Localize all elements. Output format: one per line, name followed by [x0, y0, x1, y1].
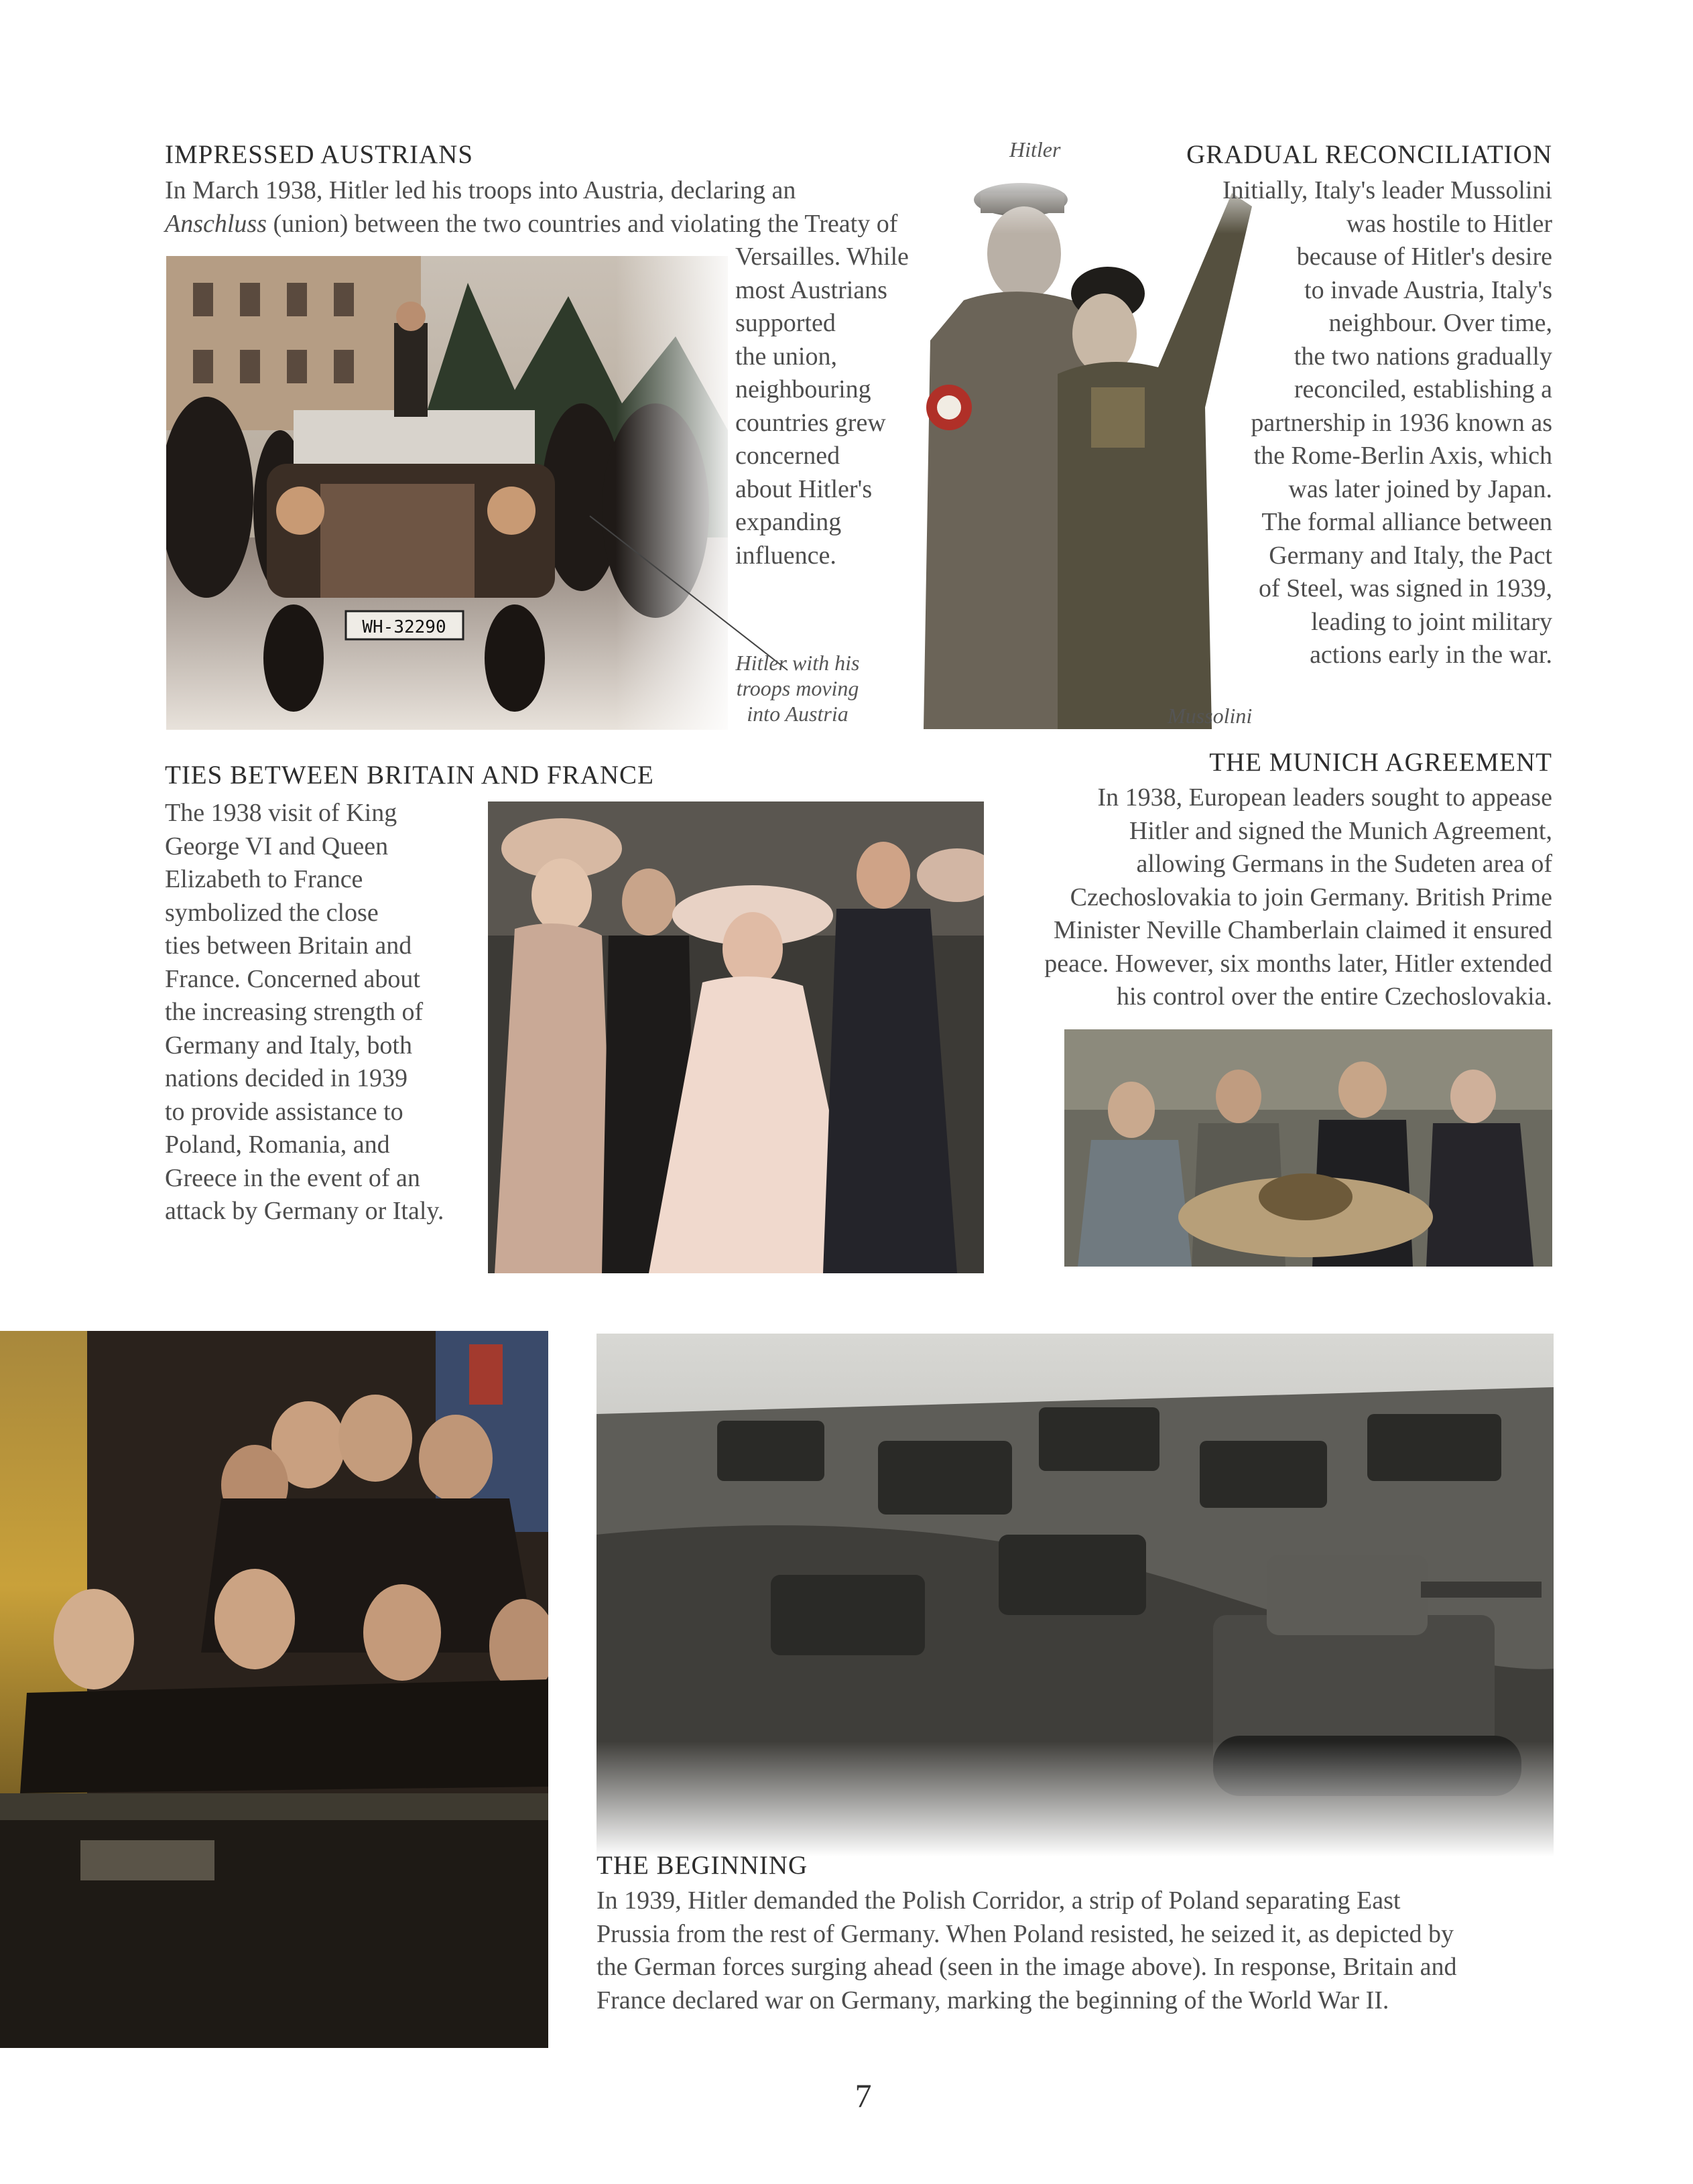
- royal-visit-photo: [488, 801, 984, 1273]
- treaty-painting: [0, 1331, 548, 2048]
- hitler-label: Hitler: [1009, 137, 1061, 162]
- impressed-austrians-text-column: Versailles. While most Austrians supported the union, neighbouring countries grew concerned about Hitler's expanding influence.: [735, 243, 909, 570]
- munich-meeting-photo: [1064, 1029, 1552, 1267]
- austria-photo-caption: Hitler with his troops moving into Austria: [735, 651, 860, 726]
- munich-agreement-text: In 1938, European leaders sought to appease Hitler and signed the Munich Agreement, allowing Germans in the Sudeten area of Czechoslovakia to join Germany. British Prime Minister Neville Chamberlain claimed it ensured peace. However, six months later, Hitler extended his control over the entire Czechoslovakia.: [1044, 783, 1552, 1011]
- ties-britain-france-text: The 1938 visit of King George VI and Queen Elizabeth to France symbolized the close ties between Britain and France. Concerned about the increasing strength of Germany and Italy, both nations decided in 1939 to provide assistance to Poland, Romania, and Greece in the event of an attack by Germany or Italy.: [165, 799, 444, 1225]
- anschluss-term: Anschluss: [165, 209, 267, 238]
- page-number: 7: [855, 2077, 872, 2114]
- section-heading-the-beginning: THE BEGINNING: [597, 1851, 808, 1880]
- the-beginning-text: In 1939, Hitler demanded the Polish Corridor, a strip of Poland separating East Prussia from the rest of Germany. When Poland resisted, he seized it, as depicted by the German forces surging ahead (seen in the image above). In response, Britain and France declared war on Germany, marking the beginning of the World War II.: [597, 1886, 1457, 2014]
- tanks-advance-photo: [597, 1334, 1554, 1856]
- mussolini-label: Mussolini: [1168, 704, 1253, 728]
- impressed-austrians-text: In March 1938, Hitler led his troops into Austria, declaring an Anschluss (union) between the two countries and violating the Treaty of: [165, 176, 898, 238]
- section-heading-munich-agreement: THE MUNICH AGREEMENT: [1209, 748, 1552, 777]
- section-heading-ties-britain-france: TIES BETWEEN BRITAIN AND FRANCE: [165, 761, 654, 789]
- gradual-reconciliation-text: Initially, Italy's leader Mussolini was hostile to Hitler because of Hitler's desire to invade Austria, Italy's neighbour. Over time, the two nations gradually reconciled, establishing a partnership in 1936 known as the Rome-Berlin Axis, which was later joined by Japan. The formal alliance between Germany and Italy, the Pact of Steel, was signed in 1939, leading to joint military actions early in the war.: [1222, 176, 1552, 669]
- section-heading-gradual-reconciliation: GRADUAL RECONCILIATION: [1186, 140, 1552, 169]
- section-heading-impressed-austrians: IMPRESSED AUSTRIANS: [165, 140, 474, 169]
